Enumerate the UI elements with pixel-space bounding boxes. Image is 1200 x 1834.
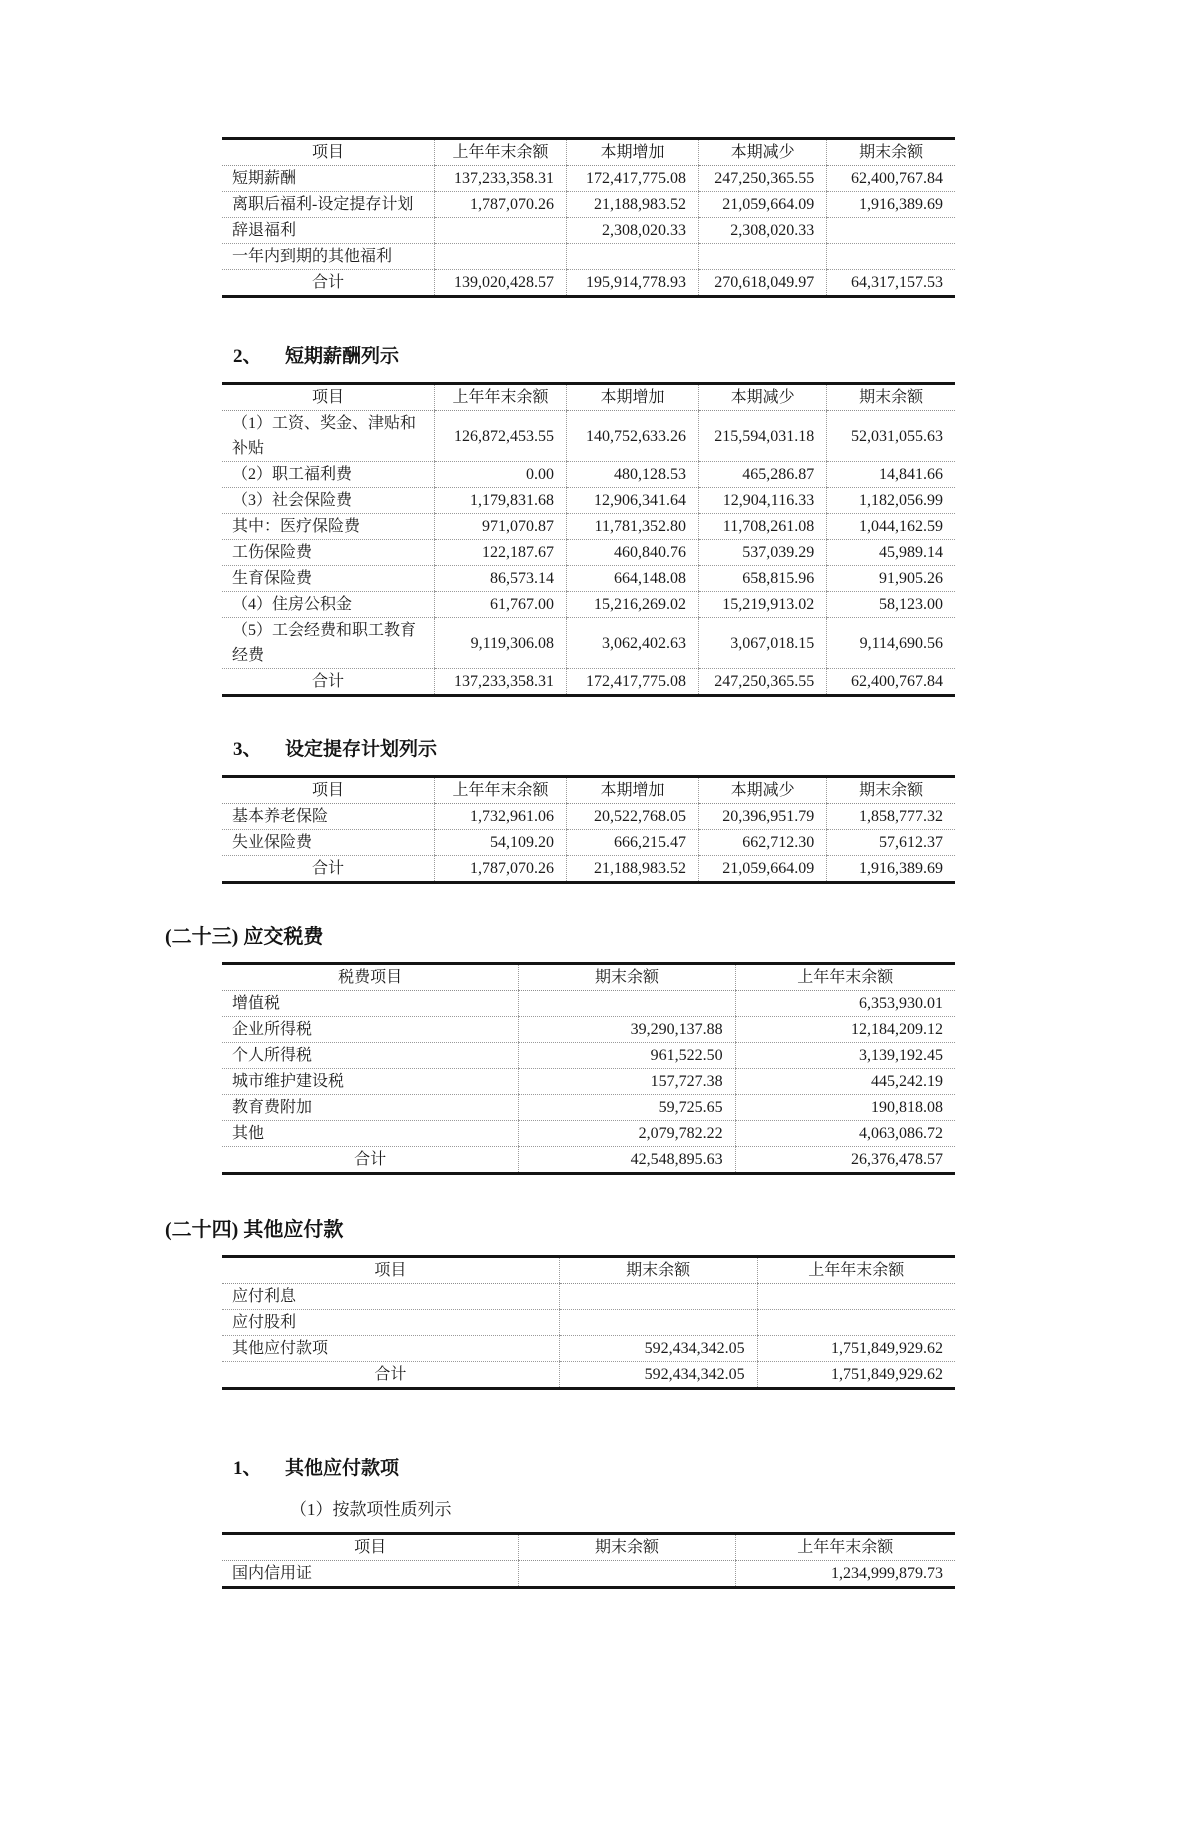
row-label: 辞退福利 [222, 218, 435, 244]
cell-value: 139,020,428.57 [435, 270, 567, 297]
cell-value: 122,187.67 [435, 540, 567, 566]
row-label: 教育费附加 [222, 1095, 519, 1121]
column-header: 项目 [222, 1534, 519, 1561]
table-row [222, 488, 955, 514]
cell-value: 592,434,342.05 [559, 1336, 757, 1362]
section-title: 设定提存计划列示 [285, 739, 438, 760]
cell-value: 20,396,951.79 [698, 804, 826, 830]
table-row [222, 540, 955, 566]
column-header: 税费项目 [222, 964, 519, 991]
row-label: （5）工会经费和职工教育经费 [222, 618, 435, 669]
financial-table [222, 962, 955, 1175]
cell-value: 1,858,777.32 [827, 804, 955, 830]
cell-value: 157,727.38 [519, 1069, 735, 1095]
cell-value: 39,290,137.88 [519, 1017, 735, 1043]
header-row [222, 1257, 955, 1284]
cell-value [559, 1310, 757, 1336]
table-row [222, 856, 955, 883]
section-number: 1、 [233, 1458, 262, 1479]
cell-value: 2,079,782.22 [519, 1121, 735, 1147]
table-row [222, 1017, 955, 1043]
cell-value: 126,872,453.55 [435, 411, 567, 462]
table-row [222, 1362, 955, 1389]
cell-value: 215,594,031.18 [698, 411, 826, 462]
cell-value: 11,708,261.08 [698, 514, 826, 540]
row-label: （1）工资、奖金、津贴和补贴 [222, 411, 435, 462]
row-label: 其他应付款项 [222, 1336, 559, 1362]
cell-value: 3,062,402.63 [567, 618, 699, 669]
cell-value: 15,219,913.02 [698, 592, 826, 618]
table-row [222, 462, 955, 488]
section-title: (二十四) 其他应付款 [165, 1219, 344, 1241]
cell-value [827, 244, 955, 270]
cell-value: 592,434,342.05 [559, 1362, 757, 1389]
table-row [222, 991, 955, 1017]
section-heading-taxes-payable [165, 924, 1200, 950]
row-label: 基本养老保险 [222, 804, 435, 830]
row-label: 合计 [354, 1151, 387, 1168]
row-label: 失业保险费 [222, 830, 435, 856]
subsection-heading-other-payable-items [233, 1456, 1200, 1482]
column-header: 本期增加 [567, 139, 699, 166]
cell-value [435, 218, 567, 244]
section-number: 3、 [233, 739, 262, 760]
cell-value: 172,417,775.08 [567, 166, 699, 192]
cell-value: 12,184,209.12 [735, 1017, 955, 1043]
cell-value: 445,242.19 [735, 1069, 955, 1095]
short-term-compensation-table [222, 382, 955, 697]
taxes-payable-table [222, 962, 955, 1175]
cell-value [519, 1561, 735, 1588]
cell-value: 57,612.37 [827, 830, 955, 856]
other-payables-table [222, 1255, 955, 1390]
cell-value: 42,548,895.63 [519, 1147, 735, 1174]
cell-value: 62,400,767.84 [827, 669, 955, 696]
table-row [222, 1147, 955, 1174]
table-row [222, 1336, 955, 1362]
table-row [222, 411, 955, 462]
cell-value: 460,840.76 [567, 540, 699, 566]
row-label: （3）社会保险费 [222, 488, 435, 514]
cell-value: 658,815.96 [698, 566, 826, 592]
cell-value [827, 218, 955, 244]
column-header: 项目 [222, 384, 435, 411]
cell-value: 247,250,365.55 [698, 669, 826, 696]
cell-value: 26,376,478.57 [735, 1147, 955, 1174]
cell-value [435, 244, 567, 270]
cell-value: 137,233,358.31 [435, 166, 567, 192]
cell-value: 1,916,389.69 [827, 192, 955, 218]
column-header: 期末余额 [827, 384, 955, 411]
row-label: 应付股利 [222, 1310, 559, 1336]
cell-value: 6,353,930.01 [735, 991, 955, 1017]
column-header: 项目 [222, 777, 435, 804]
table-row [222, 1561, 955, 1588]
table-row [222, 192, 955, 218]
cell-value [519, 991, 735, 1017]
row-label: 合计 [312, 860, 345, 877]
table-row [222, 1095, 955, 1121]
cell-value: 465,286.87 [698, 462, 826, 488]
cell-value: 52,031,055.63 [827, 411, 955, 462]
cell-value: 1,751,849,929.62 [757, 1336, 955, 1362]
column-header: 期末余额 [827, 139, 955, 166]
row-label: 其中：医疗保险费 [222, 514, 435, 540]
cell-value: 247,250,365.55 [698, 166, 826, 192]
cell-value: 480,128.53 [567, 462, 699, 488]
cell-value: 664,148.08 [567, 566, 699, 592]
cell-value: 45,989.14 [827, 540, 955, 566]
column-header: 上年年末余额 [435, 777, 567, 804]
table-row [222, 1310, 955, 1336]
header-row [222, 777, 955, 804]
cell-value: 2,308,020.33 [698, 218, 826, 244]
row-label: 短期薪酬 [222, 166, 435, 192]
row-label: 合计 [312, 274, 345, 291]
table-row [222, 592, 955, 618]
column-header: 本期减少 [698, 384, 826, 411]
row-label: 一年内到期的其他福利 [222, 244, 435, 270]
cell-value: 666,215.47 [567, 830, 699, 856]
table-row [222, 618, 955, 669]
table-row [222, 1043, 955, 1069]
cell-value: 58,123.00 [827, 592, 955, 618]
cell-value: 1,732,961.06 [435, 804, 567, 830]
column-header: 期末余额 [519, 964, 735, 991]
cell-value [757, 1284, 955, 1310]
financial-table [222, 775, 955, 884]
cell-value: 2,308,020.33 [567, 218, 699, 244]
cell-value: 54,109.20 [435, 830, 567, 856]
column-header: 本期增加 [567, 777, 699, 804]
cell-value: 61,767.00 [435, 592, 567, 618]
cell-value: 172,417,775.08 [567, 669, 699, 696]
table-row [222, 270, 955, 297]
financial-table [222, 137, 955, 298]
cell-value: 4,063,086.72 [735, 1121, 955, 1147]
column-header: 本期减少 [698, 777, 826, 804]
row-label: 合计 [374, 1366, 407, 1383]
subsection-item-by-nature: （1）按款项性质列示 [290, 1500, 452, 1519]
row-label: （4）住房公积金 [222, 592, 435, 618]
header-row [222, 964, 955, 991]
cell-value: 59,725.65 [519, 1095, 735, 1121]
header-row [222, 139, 955, 166]
cell-value: 1,751,849,929.62 [757, 1362, 955, 1389]
cell-value: 1,179,831.68 [435, 488, 567, 514]
column-header: 上年年末余额 [435, 139, 567, 166]
header-row [222, 1534, 955, 1561]
column-header: 上年年末余额 [735, 964, 955, 991]
cell-value: 3,139,192.45 [735, 1043, 955, 1069]
table-row [222, 218, 955, 244]
cell-value: 1,787,070.26 [435, 192, 567, 218]
cell-value [567, 244, 699, 270]
section-title: 其他应付款项 [285, 1458, 400, 1479]
cell-value: 195,914,778.93 [567, 270, 699, 297]
cell-value: 91,905.26 [827, 566, 955, 592]
cell-value: 662,712.30 [698, 830, 826, 856]
cell-value: 3,067,018.15 [698, 618, 826, 669]
section-heading-defined-contribution [233, 737, 1200, 763]
table-row [222, 566, 955, 592]
row-label: 企业所得税 [222, 1017, 519, 1043]
defined-contribution-plan-table [222, 775, 955, 884]
cell-value [757, 1310, 955, 1336]
cell-value: 62,400,767.84 [827, 166, 955, 192]
section-title: (二十三) 应交税费 [165, 926, 324, 948]
column-header: 本期增加 [567, 384, 699, 411]
financial-table [222, 1255, 955, 1390]
cell-value: 11,781,352.80 [567, 514, 699, 540]
table-row [222, 1284, 955, 1310]
header-row [222, 384, 955, 411]
cell-value: 15,216,269.02 [567, 592, 699, 618]
column-header: 期末余额 [519, 1534, 735, 1561]
section-heading-other-payables [165, 1217, 1200, 1243]
cell-value: 961,522.50 [519, 1043, 735, 1069]
financial-table [222, 1532, 955, 1589]
cell-value: 14,841.66 [827, 462, 955, 488]
section-number: 2、 [233, 346, 262, 367]
cell-value: 1,182,056.99 [827, 488, 955, 514]
cell-value: 12,904,116.33 [698, 488, 826, 514]
cell-value: 86,573.14 [435, 566, 567, 592]
column-header: 上年年末余额 [435, 384, 567, 411]
cell-value [698, 244, 826, 270]
cell-value: 21,059,664.09 [698, 856, 826, 883]
table-row [222, 514, 955, 540]
section-title: 短期薪酬列示 [285, 346, 400, 367]
table-row [222, 1069, 955, 1095]
cell-value: 64,317,157.53 [827, 270, 955, 297]
cell-value: 270,618,049.97 [698, 270, 826, 297]
employee-benefits-table [222, 137, 955, 298]
cell-value: 1,044,162.59 [827, 514, 955, 540]
cell-value: 12,906,341.64 [567, 488, 699, 514]
column-header: 上年年末余额 [757, 1257, 955, 1284]
section-heading-short-term-comp [233, 344, 1200, 370]
table-row [222, 166, 955, 192]
column-header: 上年年末余额 [735, 1534, 955, 1561]
table-row [222, 244, 955, 270]
table-row [222, 804, 955, 830]
row-label: （2）职工福利费 [222, 462, 435, 488]
table-row [222, 1121, 955, 1147]
row-label: 其他 [222, 1121, 519, 1147]
cell-value: 971,070.87 [435, 514, 567, 540]
row-label: 国内信用证 [232, 1565, 313, 1582]
row-label: 离职后福利-设定提存计划 [222, 192, 435, 218]
cell-value: 137,233,358.31 [435, 669, 567, 696]
column-header: 项目 [222, 1257, 559, 1284]
row-label: 生育保险费 [222, 566, 435, 592]
cell-value: 21,188,983.52 [567, 856, 699, 883]
row-label: 应付利息 [222, 1284, 559, 1310]
cell-value: 1,234,999,879.73 [735, 1561, 955, 1588]
cell-value: 20,522,768.05 [567, 804, 699, 830]
table-row [222, 830, 955, 856]
row-label: 个人所得税 [222, 1043, 519, 1069]
row-label: 增值税 [222, 991, 519, 1017]
column-header: 期末余额 [559, 1257, 757, 1284]
column-header: 本期减少 [698, 139, 826, 166]
table-row [222, 669, 955, 696]
cell-value: 9,119,306.08 [435, 618, 567, 669]
row-label: 城市维护建设税 [222, 1069, 519, 1095]
row-label: 合计 [312, 673, 345, 690]
cell-value: 140,752,633.26 [567, 411, 699, 462]
cell-value: 21,188,983.52 [567, 192, 699, 218]
other-payables-by-nature-table [222, 1532, 955, 1589]
cell-value: 1,916,389.69 [827, 856, 955, 883]
cell-value [559, 1284, 757, 1310]
cell-value: 0.00 [435, 462, 567, 488]
financial-table [222, 382, 955, 697]
cell-value: 1,787,070.26 [435, 856, 567, 883]
cell-value: 190,818.08 [735, 1095, 955, 1121]
row-label: 工伤保险费 [222, 540, 435, 566]
column-header: 期末余额 [827, 777, 955, 804]
cell-value: 21,059,664.09 [698, 192, 826, 218]
cell-value: 9,114,690.56 [827, 618, 955, 669]
cell-value: 537,039.29 [698, 540, 826, 566]
column-header: 项目 [222, 139, 435, 166]
